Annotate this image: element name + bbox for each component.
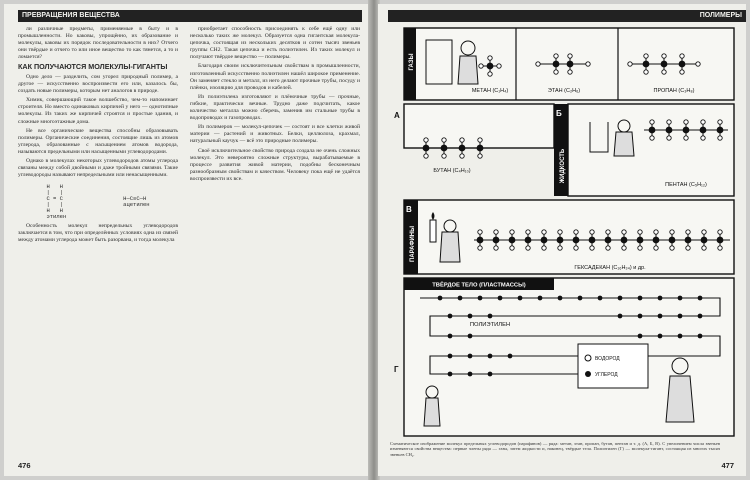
- hydrogen-legend: ВОДОРОД: [595, 356, 620, 362]
- acetylene-formula: H—C≡C—H ацетилен: [123, 195, 150, 209]
- liquid-label: ЖИДКОСТЬ: [560, 148, 566, 184]
- panel-letter-v: В: [406, 205, 412, 214]
- paragraph: Своё исключительное свойство природа создала не очень сложных молекул. Это невероятно сложные структуры, вырабатываемые в процессе развития живой материи, подобны бесконечным разнообразным свойствам и качеством. Человеку пока ещё не удаётся воспроизвести их все.: [190, 147, 360, 182]
- left-column-1: [18, 26, 178, 247]
- pentane-label: ПЕНТАН (C₅H₁₂): [665, 182, 707, 188]
- panel-solid: [394, 278, 734, 436]
- left-page: [4, 4, 370, 476]
- polyethylene-label: ПОЛИЭТИЛЕН: [469, 322, 511, 328]
- right-page: [378, 4, 746, 476]
- paragraph: ли различные предметы, применяемые в быту и в промышленности. Но каковы, упрощённо, их образование и молекулы, каковы их порядок последовательности в них? Отчего они твёрдые и отчего то или иное вещество то как тянется, а то и ломается?: [18, 26, 178, 61]
- paragraph: Из полимеров — молекул-цепочек — состоят и все клетки живой материи — растений и животных. Белки, целлюлоза, крахмал, натуральный каучук — всё это природные полимеры.: [190, 124, 360, 145]
- propane-label: ПРОПАН (C₃H₈): [653, 88, 695, 94]
- panel-letter-g: Г: [394, 365, 399, 374]
- paragraph: Из полиэтилена изготовляют и плёночные трубы — прочные, гибкие, практически вечные. Трудно даже подсчитать, какое количество металла можно сберечь, заменив им стальные трубы в водопроводах и газопроводах.: [190, 93, 360, 122]
- polymer-illustration: [390, 26, 736, 438]
- paragraph: приобретает способность присоединять к себе ещё одну или несколько таких же молекул. Образуется одна гигантская молекула-цепочка, состоящая из нескольких десятков и сотен тысяч звеньев группы CH2. Такая цепочка и есть полиэтилен. Из таких молекул и получают твёрдое вещество — полимеры.: [190, 26, 360, 61]
- left-running-head: ПРЕВРАЩЕНИЯ ВЕЩЕСТВА: [18, 10, 362, 22]
- hexadecane-label: ГЕКСАДЕКАН (C₁₆H₃₄) и др.: [574, 265, 646, 271]
- panel-letter-a: А: [394, 111, 400, 120]
- methane-label: МЕТАН (C₁H₄): [471, 88, 509, 94]
- paraffins-label: ПАРАФИНЫ: [410, 226, 416, 262]
- chemical-formulas: [18, 181, 178, 223]
- gases-label: ГАЗЫ: [409, 53, 415, 71]
- figure-caption: Схематическое изображение молекул предельных углеводородов (парафинов) — ряда: метан, этан, пропан, бутан, пентан и т. д. (А, Б, В). С увеличением числа звеньев изменяются свойства вещества: первые члены ряда — газы, затем жидкости и, наконец, твёрдые тела. Полиэтилен (Г) — молекула-гигант, состоящая из многих тысяч звеньев CH₂.: [390, 441, 720, 457]
- paragraph: Однако в молекулах некоторых углеводородов атомы углерода связаны между собой двойными и даже тройными связями. Такие углеводороды называют непредельными или ненасыщенными.: [18, 158, 178, 179]
- solid-label: ТВЁРДОЕ ТЕЛО (ПЛАСТМАССЫ): [432, 282, 526, 289]
- left-page-number: 476: [18, 461, 31, 470]
- paragraph: Одно дело — разделить, сом угорел природный полимер, а другое — искусственно воспроизвести его или, казалось бы, создать новые полимеры, которым нет аналогов в природе.: [18, 73, 178, 95]
- ethylene-formula: H H | | C = C | | H H этилен: [46, 183, 67, 221]
- paragraph: Особенность молекул непредельных углеводородов заключается в том, что при определённых условиях одна из связей между атомами углерода может быть разорвана, и тогда молекула: [18, 223, 178, 244]
- butane-label: БУТАН (C₄H₁₀): [433, 168, 471, 174]
- panel-paraffins: [404, 200, 734, 274]
- ethane-label: ЭТАН (C₂H₆): [547, 88, 581, 94]
- panel-letter-b: Б: [556, 109, 562, 118]
- carbon-legend: УГЛЕРОД: [595, 372, 618, 378]
- left-column-2: [190, 26, 360, 185]
- paragraph: Химик, совершающий такое волшебство, чем-то напоминает строителя. Но вместо одинаковых кирпичей у него — однотипные молекулы. Из таких же кирпичей строятся и простые здания, и сложные многоэтажные дома.: [18, 97, 178, 125]
- paragraph: Благодаря своим исключительным свойствам в промышленности, изготовленный искусственно полиэтилен нашёл широкое применение. Он заменяет стекло и металл, из него делают прочные трубы, посуду и плёнки, изоляцию для проводов и кабелей.: [190, 63, 360, 91]
- panel-liquid: [404, 104, 734, 196]
- section-heading: КАК ПОЛУЧАЮТСЯ МОЛЕКУЛЫ-ГИГАНТЫ: [18, 62, 168, 72]
- right-running-head: ПОЛИМЕРЫ: [388, 10, 746, 22]
- paragraph: Не все органические вещества способны образовывать полимеры. Органические соединения, состоящие лишь из атомов углерода, образованные с насыщением атомов водорода, называются предельными или насыщенными углеводородами.: [18, 127, 178, 155]
- panel-gases: [404, 28, 734, 100]
- right-page-number: 477: [721, 461, 734, 470]
